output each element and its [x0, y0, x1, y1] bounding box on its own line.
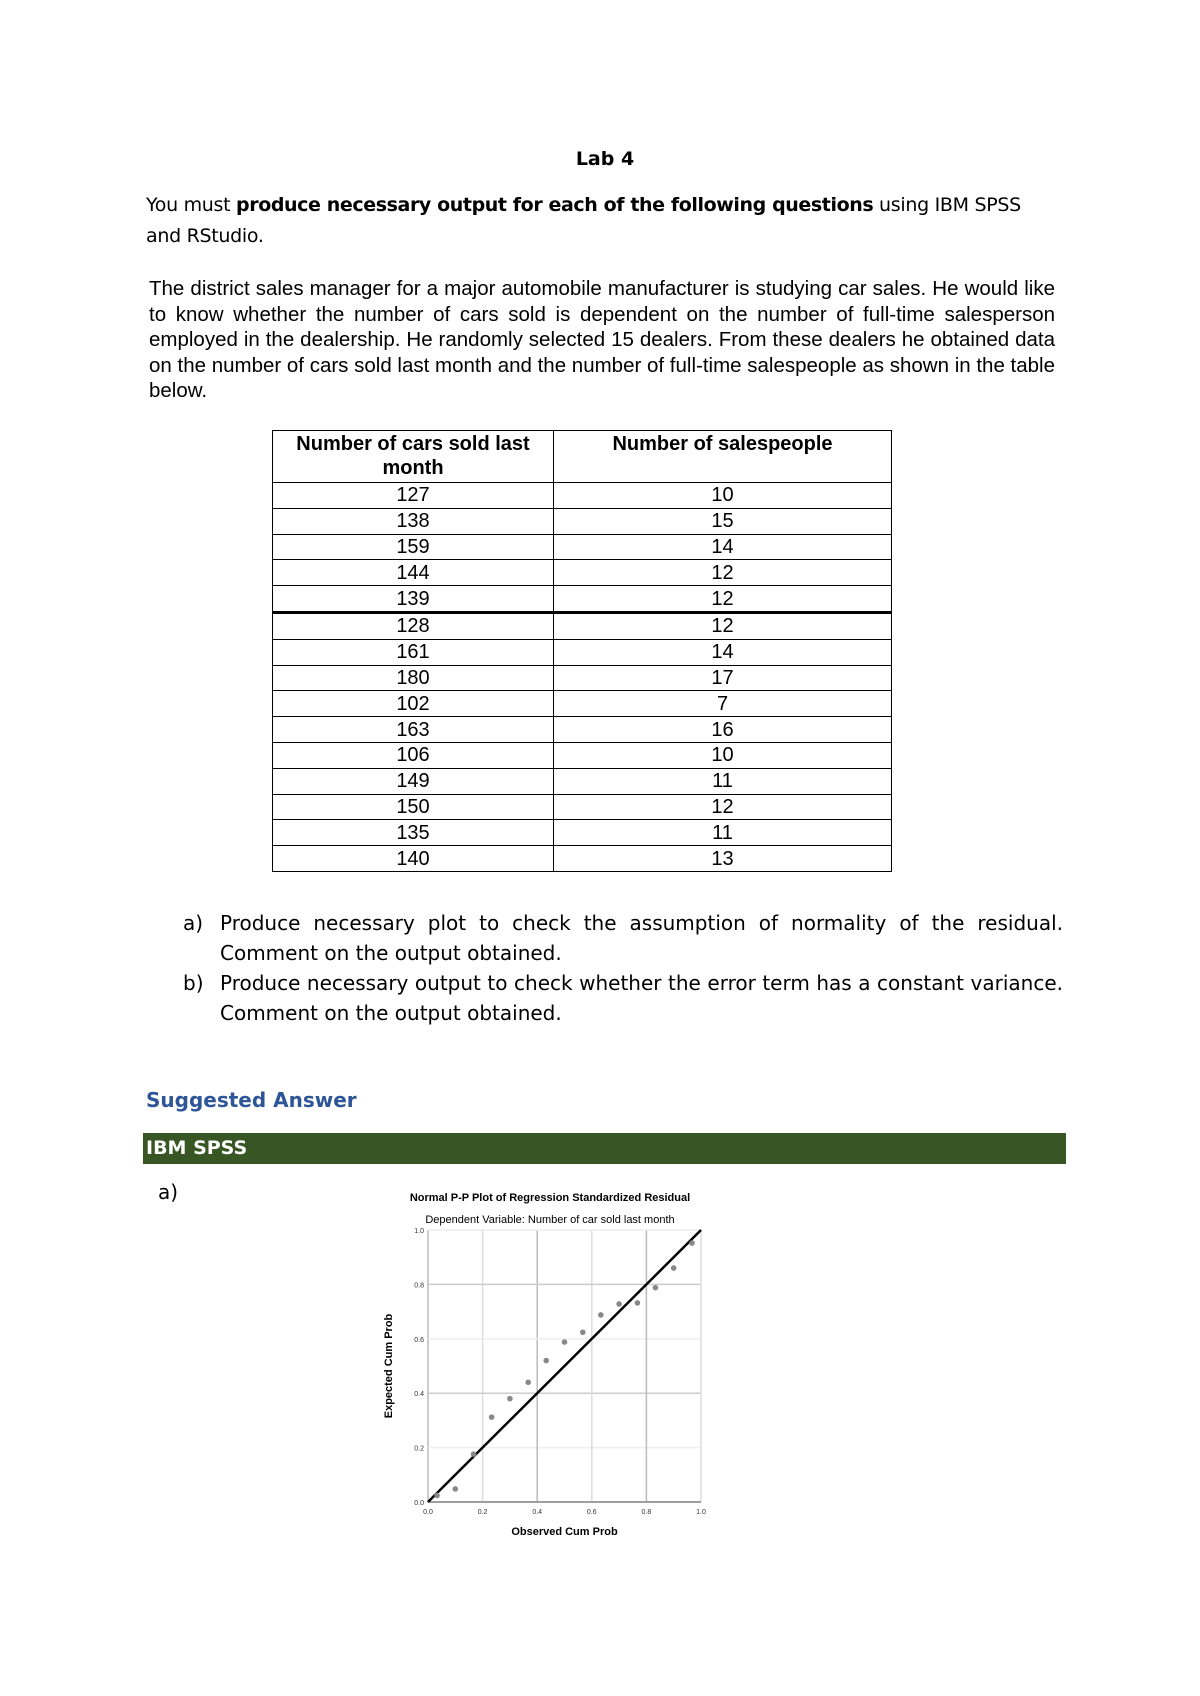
table-row — [273, 768, 892, 794]
y-tick-label: 0.0 — [414, 1500, 424, 1507]
cell-salespeople: 13 — [554, 846, 892, 872]
cell-salespeople: 17 — [554, 665, 892, 691]
data-point — [671, 1265, 677, 1271]
question-a — [183, 908, 1063, 968]
reference-line — [428, 1230, 701, 1502]
table-row — [273, 534, 892, 560]
x-tick-label: 0.6 — [586, 1509, 597, 1516]
section-bar-ibm-spss: IBM SPSS — [143, 1133, 1066, 1164]
cell-salespeople: 12 — [554, 794, 892, 820]
table-row — [273, 742, 892, 768]
question-label: b) — [183, 971, 204, 995]
data-point — [580, 1329, 586, 1335]
question-text: Produce necessary plot to check the assumption of normality of the residual. Comment on the output obtained. — [220, 911, 1063, 965]
problem-statement: The district sales manager for a major automobile manufacturer is studying car sales. He would like to know whether the number of cars sold is dependent on the number of full-time salesperson employed in the dealership. He randomly selected 15 dealers. From these dealers he obtained data on the number of cars sold last month and the number of full-time salespeople as shown in the table below. — [149, 277, 1055, 402]
table-row — [273, 508, 892, 534]
chart-title: Normal P-P Plot of Regression Standardized Residual — [409, 1192, 691, 1204]
cell-salespeople: 15 — [554, 508, 892, 534]
y-tick-label: 0.6 — [414, 1336, 424, 1344]
intro-prefix: You must — [146, 194, 237, 216]
cell-salespeople: 14 — [554, 534, 892, 560]
data-point — [525, 1380, 531, 1386]
cell-cars-sold: 159 — [273, 534, 554, 560]
question-label: a) — [183, 911, 204, 935]
table-row — [273, 586, 892, 613]
cell-salespeople: 10 — [554, 483, 892, 509]
table-row — [273, 846, 892, 872]
x-tick-label: 1.0 — [696, 1509, 706, 1516]
data-point — [489, 1414, 495, 1420]
data-table — [272, 430, 892, 872]
data-point — [543, 1358, 549, 1364]
header-salespeople: Number of salespeople — [554, 431, 892, 483]
data-point — [562, 1339, 568, 1345]
data-point — [507, 1396, 513, 1402]
x-tick-label: 0.2 — [477, 1509, 488, 1516]
answer-label: a) — [158, 1180, 179, 1204]
cell-cars-sold: 135 — [273, 820, 554, 846]
instructions — [146, 190, 1046, 252]
cell-salespeople: 12 — [554, 612, 892, 639]
x-tick-label: 0.0 — [423, 1509, 433, 1516]
intro-suffix: using IBM SPSS and RStudio. — [146, 194, 1021, 247]
cell-cars-sold: 180 — [273, 665, 554, 691]
table-row — [273, 612, 892, 639]
cell-salespeople: 14 — [554, 639, 892, 665]
data-point — [635, 1300, 641, 1306]
cell-cars-sold: 161 — [273, 639, 554, 665]
cell-salespeople: 16 — [554, 717, 892, 743]
x-axis-label: Observed Cum Prob — [511, 1526, 618, 1538]
table-row — [273, 639, 892, 665]
intro-bold: produce necessary output for each of the following questions — [236, 194, 874, 216]
cell-cars-sold: 139 — [273, 586, 554, 613]
pp-plot — [380, 1185, 720, 1545]
cell-salespeople: 11 — [554, 768, 892, 794]
page-title: Lab 4 — [575, 148, 635, 170]
data-point — [653, 1285, 659, 1291]
cell-salespeople: 11 — [554, 820, 892, 846]
x-tick-label: 0.4 — [532, 1509, 543, 1516]
cell-cars-sold: 127 — [273, 483, 554, 509]
table-row — [273, 794, 892, 820]
table-row — [273, 560, 892, 586]
cell-cars-sold: 138 — [273, 508, 554, 534]
y-tick-label: 1.0 — [414, 1228, 424, 1235]
header-cars-sold: Number of cars sold last month — [273, 431, 554, 483]
data-point — [598, 1312, 604, 1318]
suggested-answer-heading: Suggested Answer — [146, 1088, 357, 1112]
y-tick-label: 0.8 — [414, 1282, 424, 1290]
cell-cars-sold: 106 — [273, 742, 554, 768]
chart-subtitle: Dependent Variable: Number of car sold last month — [425, 1214, 675, 1226]
cell-cars-sold: 140 — [273, 846, 554, 872]
question-text: Produce necessary output to check whether the error term has a constant variance. Comment on the output obtained. — [220, 971, 1063, 1025]
cell-salespeople: 10 — [554, 742, 892, 768]
question-b — [183, 968, 1063, 1028]
cell-salespeople: 12 — [554, 586, 892, 613]
table-row — [273, 665, 892, 691]
y-tick-label: 0.4 — [414, 1391, 424, 1399]
table-row — [273, 820, 892, 846]
data-point — [471, 1451, 477, 1457]
x-tick-label: 0.8 — [641, 1509, 652, 1516]
cell-salespeople: 12 — [554, 560, 892, 586]
cell-cars-sold: 102 — [273, 691, 554, 717]
cell-salespeople: 7 — [554, 691, 892, 717]
cell-cars-sold: 128 — [273, 612, 554, 639]
y-axis-label: Expected Cum Prob — [383, 1313, 395, 1419]
data-point — [616, 1301, 622, 1307]
cell-cars-sold: 163 — [273, 717, 554, 743]
cell-cars-sold: 144 — [273, 560, 554, 586]
cell-cars-sold: 150 — [273, 794, 554, 820]
data-point — [434, 1493, 440, 1499]
table-row — [273, 483, 892, 509]
cell-cars-sold: 149 — [273, 768, 554, 794]
data-point — [453, 1486, 459, 1492]
table-row — [273, 717, 892, 743]
y-tick-label: 0.2 — [414, 1445, 424, 1453]
data-point — [689, 1240, 695, 1246]
table-row — [273, 691, 892, 717]
